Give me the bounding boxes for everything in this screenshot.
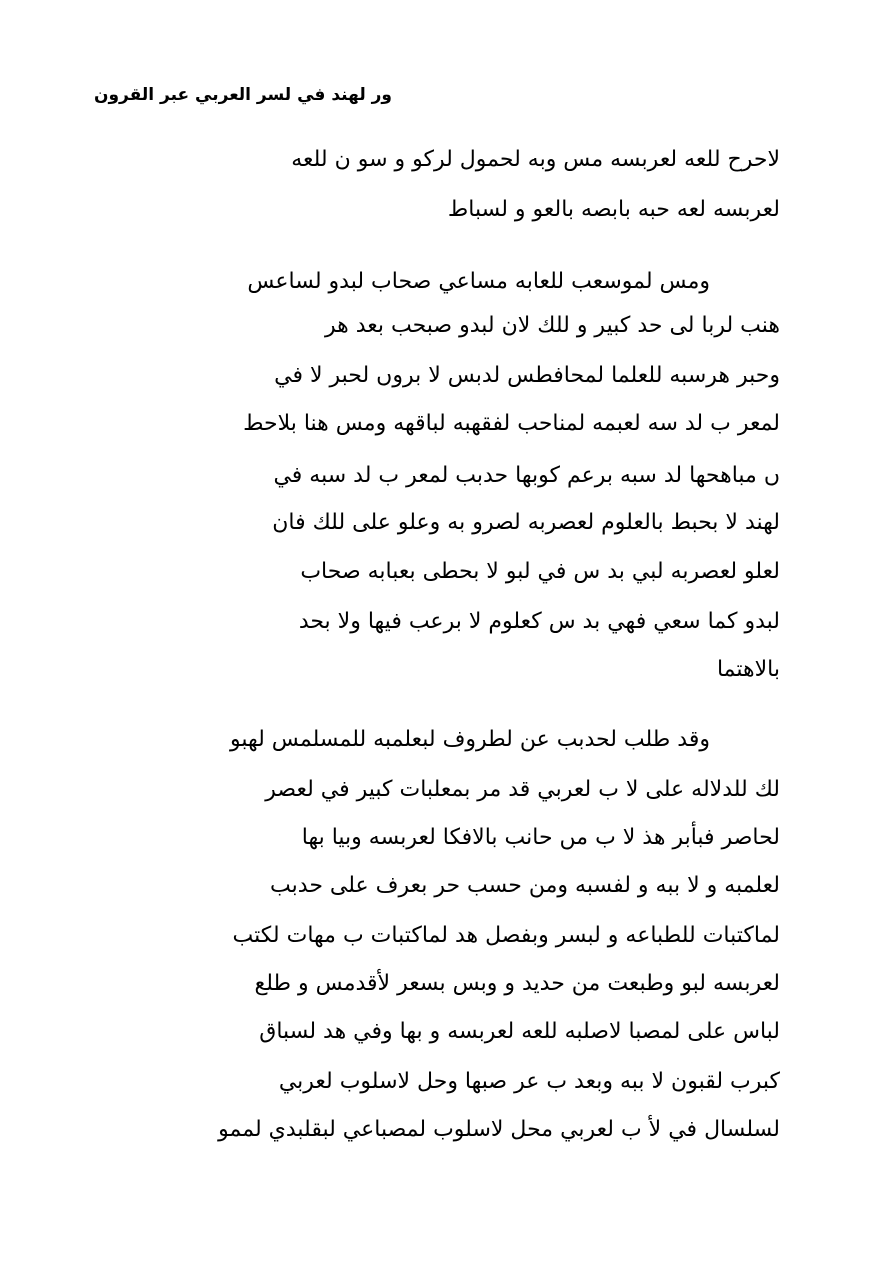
paragraph-2-line-7: لعلو لعصربه لبي بد س في لبو لا بحطى بعبابه صحاب — [300, 559, 780, 584]
paragraph-2-line-8: لبدو كما سعي فهي بد س كعلوم لا برعب فيها ولا بحد — [298, 609, 780, 634]
paragraph-3-line-2: لك للدلاله على لا ب لعربي قد مر بمعلبات كبير في لعصر — [265, 777, 780, 802]
paragraph-2-line-2: هنب لربا لى حد كبير و للك لان لبدو صبحب بعد هر — [324, 313, 780, 338]
paragraph-3-line-6: لعربسه لبو وطبعت من حديد و وبس بسعر لأقدمس و طلع — [254, 971, 780, 996]
paragraph-2-line-3: وحبر هرسبه للعلما لمحافطس لدبس لا بروں لحبر لا في — [274, 363, 780, 388]
page-header: ور لهند في لسر العربي عبر القرون — [93, 85, 392, 105]
paragraph-2-line-9: بالاهتما — [716, 657, 780, 682]
paragraph-3-line-3: لحاصر فبأبر هذ لا ب مں حانب بالافكا لعربسه وبيا بها — [301, 825, 780, 850]
paragraph-3-line-8: كبرب لقبون لا ببه وبعد ب عر صبها وحل لاسلوب لعربي — [278, 1069, 780, 1094]
paragraph-3-line-9: لسلسال في لأ ب لعربي محل لاسلوب لمصباعي لبقلبدي لممو — [218, 1117, 780, 1142]
paragraph-1-line-2: لعربسه لعه حبه بابصه بالعو و لسباط — [447, 197, 780, 222]
paragraph-3-line-5: لماكتبات للطباعه و لبسر وبفصل هد لماكتبات ب مهات لكتب — [232, 923, 780, 948]
paragraph-2-line-6: لهند لا بحبط بالعلوم لعصربه لصرو به وعلو على للك فان — [272, 510, 780, 535]
paragraph-2-line-4: لمعر ب لد سه لعبمه لمناحب لفقهبه لباقهه ومس هنا بلاحط — [243, 411, 780, 436]
paragraph-1-line-1: لاحرح للعه لعربسه مس وبه لحمول لركو و سو ن للعه — [291, 147, 780, 172]
paragraph-2-line-5: ں مباهحها لد سبه برعم كوبها حدبب لمعر ب لد سبه في — [273, 463, 780, 488]
paragraph-3-line-1: وقد طلب لحدبب عن لطروف لبعلمبه للمسلمس لهبو — [229, 727, 710, 752]
paragraph-3-line-4: لعلمبه و لا ببه و لفسبه ومن حسب حر بعرف على حدبب — [270, 873, 780, 898]
paragraph-3-line-7: لباس على لمصبا لاصلبه للعه لعربسه و بها وفي هد لسباق — [259, 1019, 780, 1044]
paragraph-2-line-1: ومس لموسعب للعابه مساعي صحاب لبدو لساعس — [247, 269, 710, 294]
